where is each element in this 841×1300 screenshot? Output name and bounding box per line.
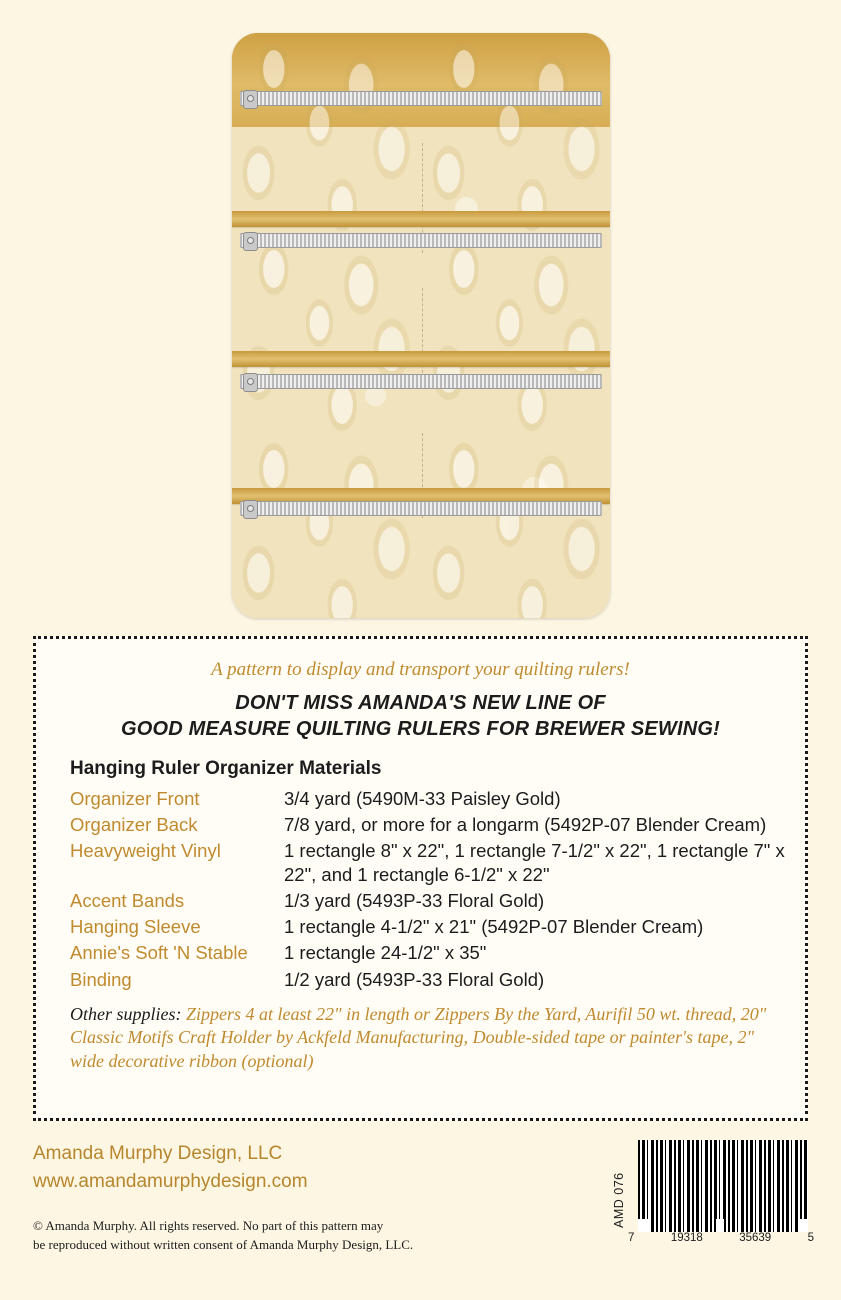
table-row (70, 812, 785, 838)
table-row (70, 786, 785, 812)
material-label: Organizer Front (70, 788, 200, 810)
ruler-outline (422, 288, 423, 383)
pocket-zipper (240, 91, 602, 106)
material-label: Annie's Soft 'N Stable (70, 942, 248, 964)
barcode-block (612, 1140, 812, 1260)
website-link[interactable]: www.amandamurphydesign.com (33, 1170, 308, 1192)
sku-code: AMD 076 (612, 1172, 626, 1228)
headline-line-1: DON'T MISS AMANDA'S NEW LINE OF (235, 692, 606, 714)
copyright-line-2: be reproduced without written consent of Amanda Murphy Design, LLC. (33, 1236, 414, 1252)
pocket-zipper (240, 233, 602, 248)
footer (33, 1140, 593, 1255)
material-label: Binding (70, 968, 132, 990)
table-row (70, 914, 785, 940)
tagline: A pattern to display and transport your quilting rulers! (211, 659, 630, 680)
barcode-digits (628, 1232, 814, 1244)
accent-band (232, 351, 610, 367)
company-name: Amanda Murphy Design, LLC (33, 1143, 283, 1164)
other-supplies-text: Zippers 4 at least 22" in length or Zippers By the Yard, Aurifil 50 wt. thread, 20" Classic Motifs Craft Holder by Ackfeld Manufacturing, Double-sided tape or painter's tape, 2" wide decorative ribbon (optional) (70, 1003, 767, 1072)
other-supplies (70, 1003, 771, 1074)
material-value: 1 rectangle 4-1/2" x 21" (5492P-07 Blender Cream) (284, 916, 704, 938)
barcode-digit-right: 5 (807, 1232, 814, 1244)
material-value: 1 rectangle 8" x 22", 1 rectangle 7-1/2" x 22", 1 rectangle 7" x 22", and 1 rectangle 6-1/2" x 22" (284, 840, 785, 886)
material-value: 3/4 yard (5490M-33 Paisley Gold) (284, 788, 561, 810)
material-value: 1/3 yard (5493P-33 Floral Gold) (284, 890, 545, 912)
accent-band (232, 211, 610, 227)
ruler-organizer-image (232, 33, 610, 618)
barcode-digit-left: 7 (628, 1232, 635, 1244)
table-row (70, 940, 785, 966)
material-label: Hanging Sleeve (70, 916, 201, 938)
table-row (70, 967, 785, 993)
barcode-digits-mid-2: 35639 (739, 1232, 772, 1244)
materials-table (70, 786, 785, 992)
material-value: 1/2 yard (5493P-33 Floral Gold) (284, 968, 545, 990)
other-supplies-label: Other supplies: (70, 1003, 182, 1024)
pocket-zipper (240, 374, 602, 389)
table-row (70, 888, 785, 914)
material-label: Accent Bands (70, 890, 185, 912)
organizer-top-band (232, 33, 610, 127)
barcode-digits-mid-1: 19318 (670, 1232, 703, 1244)
product-photo (0, 0, 841, 632)
copyright-line-1: © Amanda Murphy. All rights reserved. No part of this pattern may (33, 1218, 384, 1234)
material-label: Organizer Back (70, 814, 198, 836)
pocket-zipper (240, 501, 602, 516)
materials-info-box (33, 636, 808, 1121)
headline-line-2: GOOD MEASURE QUILTING RULERS FOR BREWER SEWING! (120, 717, 721, 740)
material-value: 7/8 yard, or more for a longarm (5492P-07 Blender Cream) (284, 814, 767, 836)
material-label: Heavyweight Vinyl (70, 840, 221, 862)
headline (36, 691, 805, 742)
table-row (70, 838, 785, 888)
barcode-bars (638, 1140, 808, 1232)
copyright-notice (33, 1217, 593, 1255)
materials-title: Hanging Ruler Organizer Materials (70, 758, 382, 780)
material-value: 1 rectangle 24-1/2" x 35" (284, 942, 487, 964)
